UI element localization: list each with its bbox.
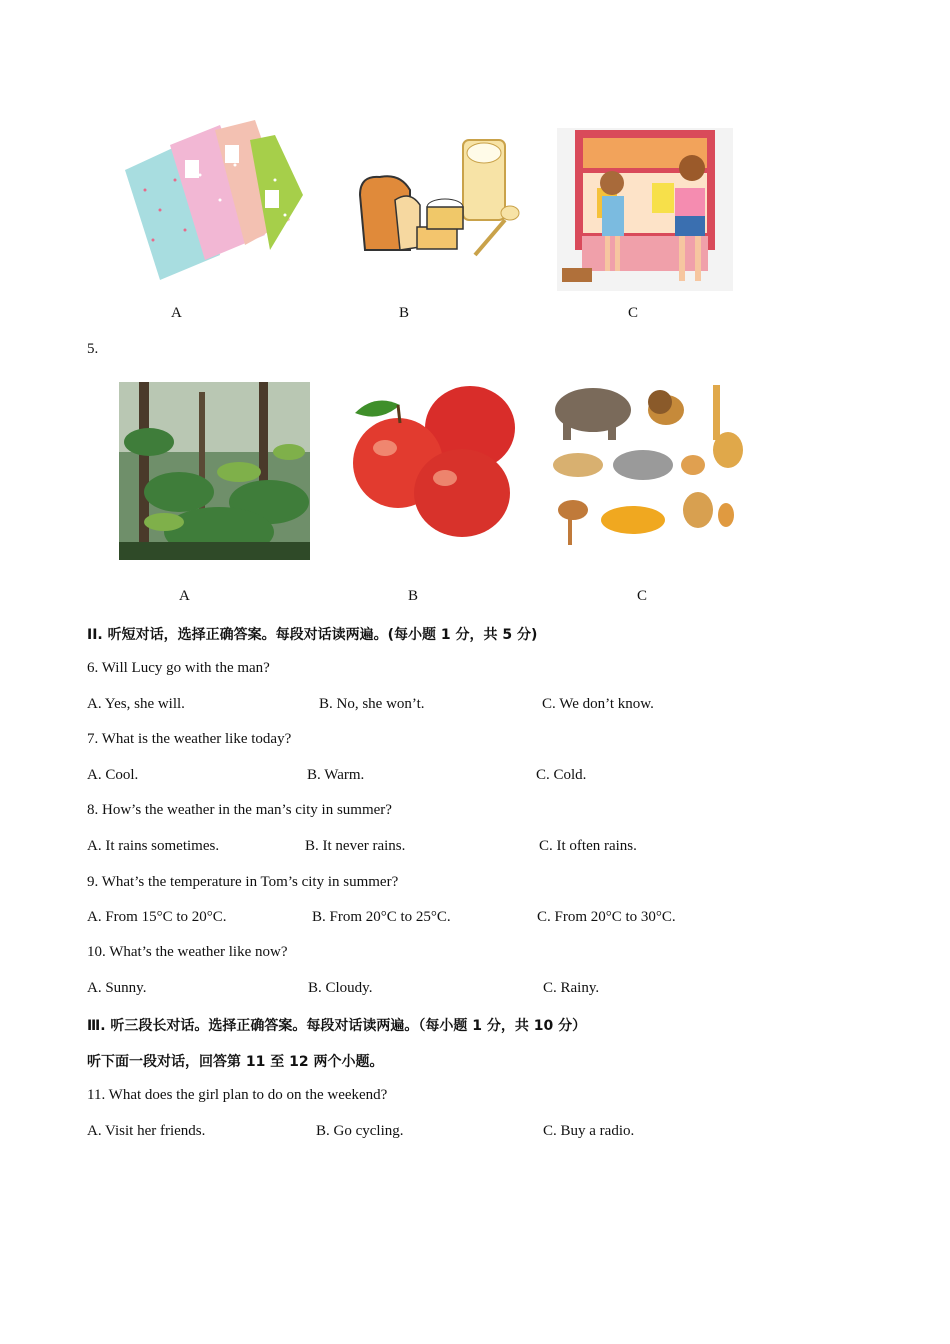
q10-option-b: B. Cloudy.	[308, 980, 373, 996]
question-6: 6. Will Lucy go with the man?	[87, 660, 270, 676]
q6-option-c: C. We don’t know.	[542, 696, 654, 712]
q7-option-b: B. Warm.	[307, 767, 365, 783]
q7-option-c: C. Cold.	[536, 767, 587, 783]
breakfast-image	[355, 135, 525, 270]
q5-label-a: A	[179, 588, 190, 604]
q9-option-a: A. From 15°C to 20°C.	[87, 909, 227, 925]
question-number-5: 5.	[87, 341, 99, 357]
notebooks-image	[125, 120, 305, 285]
q7-option-a: A. Cool.	[87, 767, 139, 783]
q5-label-b: B	[408, 588, 419, 604]
q6-option-b: B. No, she won’t.	[319, 696, 425, 712]
q5-label-c: C	[637, 588, 648, 604]
question-8: 8. How’s the weather in the man’s city in summer?	[87, 802, 392, 818]
q11-option-c: C. Buy a radio.	[543, 1123, 635, 1139]
section-2-title: II. 听短对话，选择正确答案。每段对话读两遍。(每小题 1 分，共 5 分)	[87, 627, 538, 643]
row1-label-c: C	[628, 305, 639, 321]
question-9: 9. What’s the temperature in Tom’s city in summer?	[87, 874, 399, 890]
apples-image	[350, 383, 520, 538]
q11-option-a: A. Visit her friends.	[87, 1123, 206, 1139]
question-11: 11. What does the girl plan to do on the weekend?	[87, 1087, 388, 1103]
girls-wardrobe-image	[557, 128, 733, 291]
q11-option-b: B. Go cycling.	[316, 1123, 404, 1139]
row1-label-b: B	[399, 305, 410, 321]
q8-option-b: B. It never rains.	[305, 838, 406, 854]
q9-option-c: C. From 20°C to 30°C.	[537, 909, 676, 925]
q9-option-b: B. From 20°C to 25°C.	[312, 909, 451, 925]
rainforest-image	[119, 382, 310, 560]
row1-label-a: A	[171, 305, 182, 321]
q10-option-a: A. Sunny.	[87, 980, 147, 996]
question-7: 7. What is the weather like today?	[87, 731, 292, 747]
q8-option-a: A. It rains sometimes.	[87, 838, 220, 854]
q6-option-a: A. Yes, she will.	[87, 696, 185, 712]
question-10: 10. What’s the weather like now?	[87, 944, 288, 960]
wild-animals-image	[548, 380, 744, 552]
q10-option-c: C. Rainy.	[543, 980, 600, 996]
q8-option-c: C. It often rains.	[539, 838, 637, 854]
section-3-title: Ⅲ. 听三段长对话。选择正确答案。每段对话读两遍。（每小题 1 分，共 10 分）	[87, 1018, 587, 1034]
section-3-intro: 听下面一段对话，回答第 11 至 12 两个小题。	[87, 1054, 384, 1070]
